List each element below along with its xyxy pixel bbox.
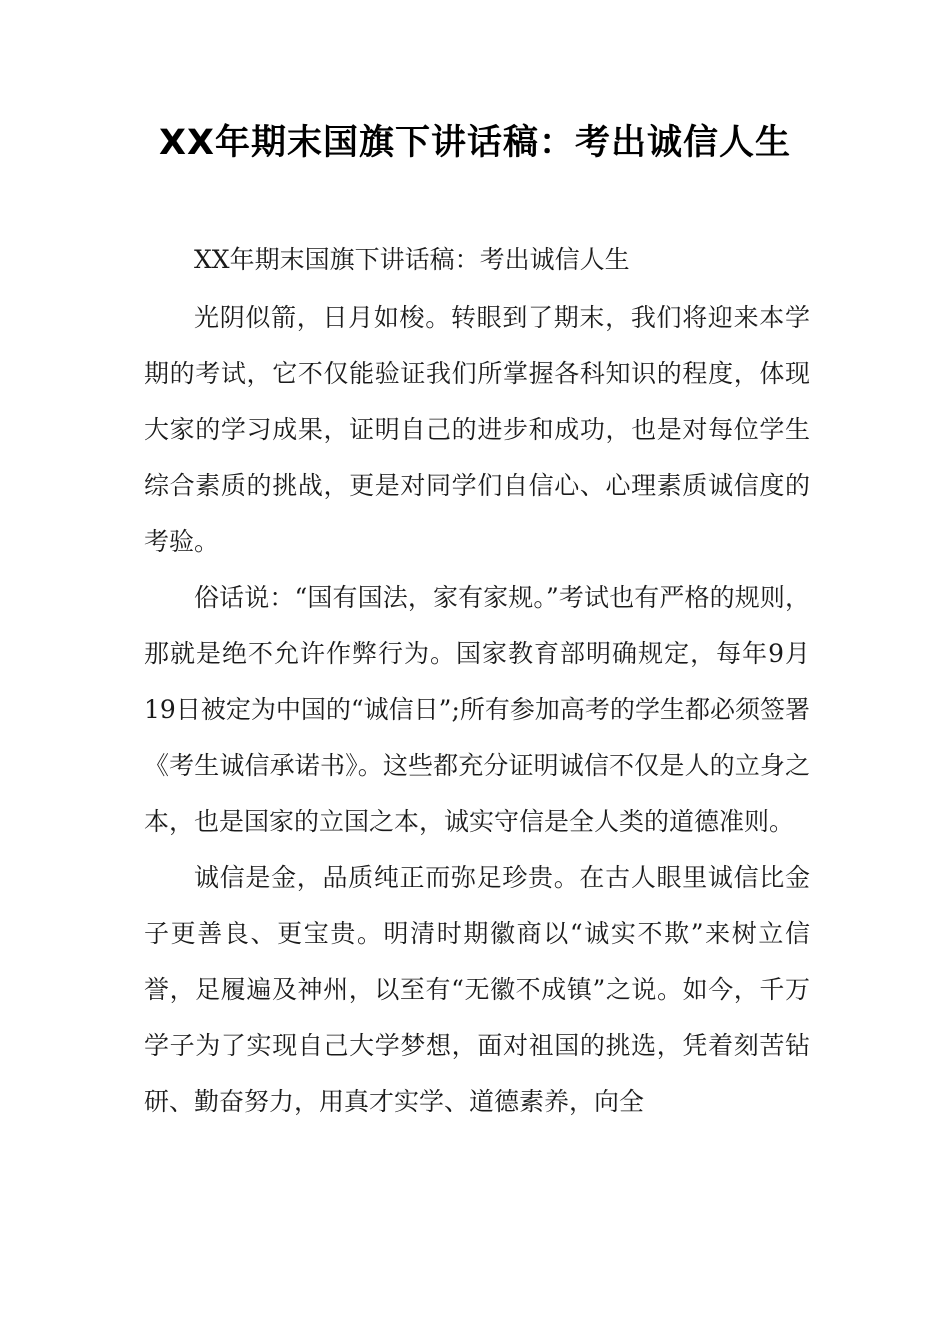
document-body: [144, 232, 810, 1130]
paragraph: 诚信是金，品质纯正而弥足珍贵。在古人眼里诚信比金子更善良、更宝贵。明清时期徽商以“诚实不欺”来树立信誉，足履遍及神州，以至有“无徽不成镇”之说。如今，千万学子为了实现自己大学梦想，面对祖国的挑选，凭着刻苦钻研、勤奋努力，用真才实学、道德素养，向全: [144, 863, 810, 1116]
paragraph: 光阴似箭，日月如梭。转眼到了期末，我们将迎来本学期的考试，它不仅能验证我们所掌握各科知识的程度，体现大家的学习成果，证明自己的进步和成功，也是对每位学生综合素质的挑战，更是对同学们自信心、心理素质诚信度的考验。: [144, 303, 810, 556]
paragraph: 俗话说：“国有国法，家有家规。”考试也有严格的规则，那就是绝不允许作弊行为。国家教育部明确规定，每年9月19日被定为中国的“诚信日”;所有参加高考的学生都必须签署《考生诚信承诺书》。这些都充分证明诚信不仅是人的立身之本，也是国家的立国之本，诚实守信是全人类的道德准则。: [144, 583, 810, 836]
paragraph-subtitle: XX年期末国旗下讲话稿：考出诚信人生: [194, 245, 630, 274]
document-title: XX年期末国旗下讲话稿：考出诚信人生: [159, 123, 791, 163]
